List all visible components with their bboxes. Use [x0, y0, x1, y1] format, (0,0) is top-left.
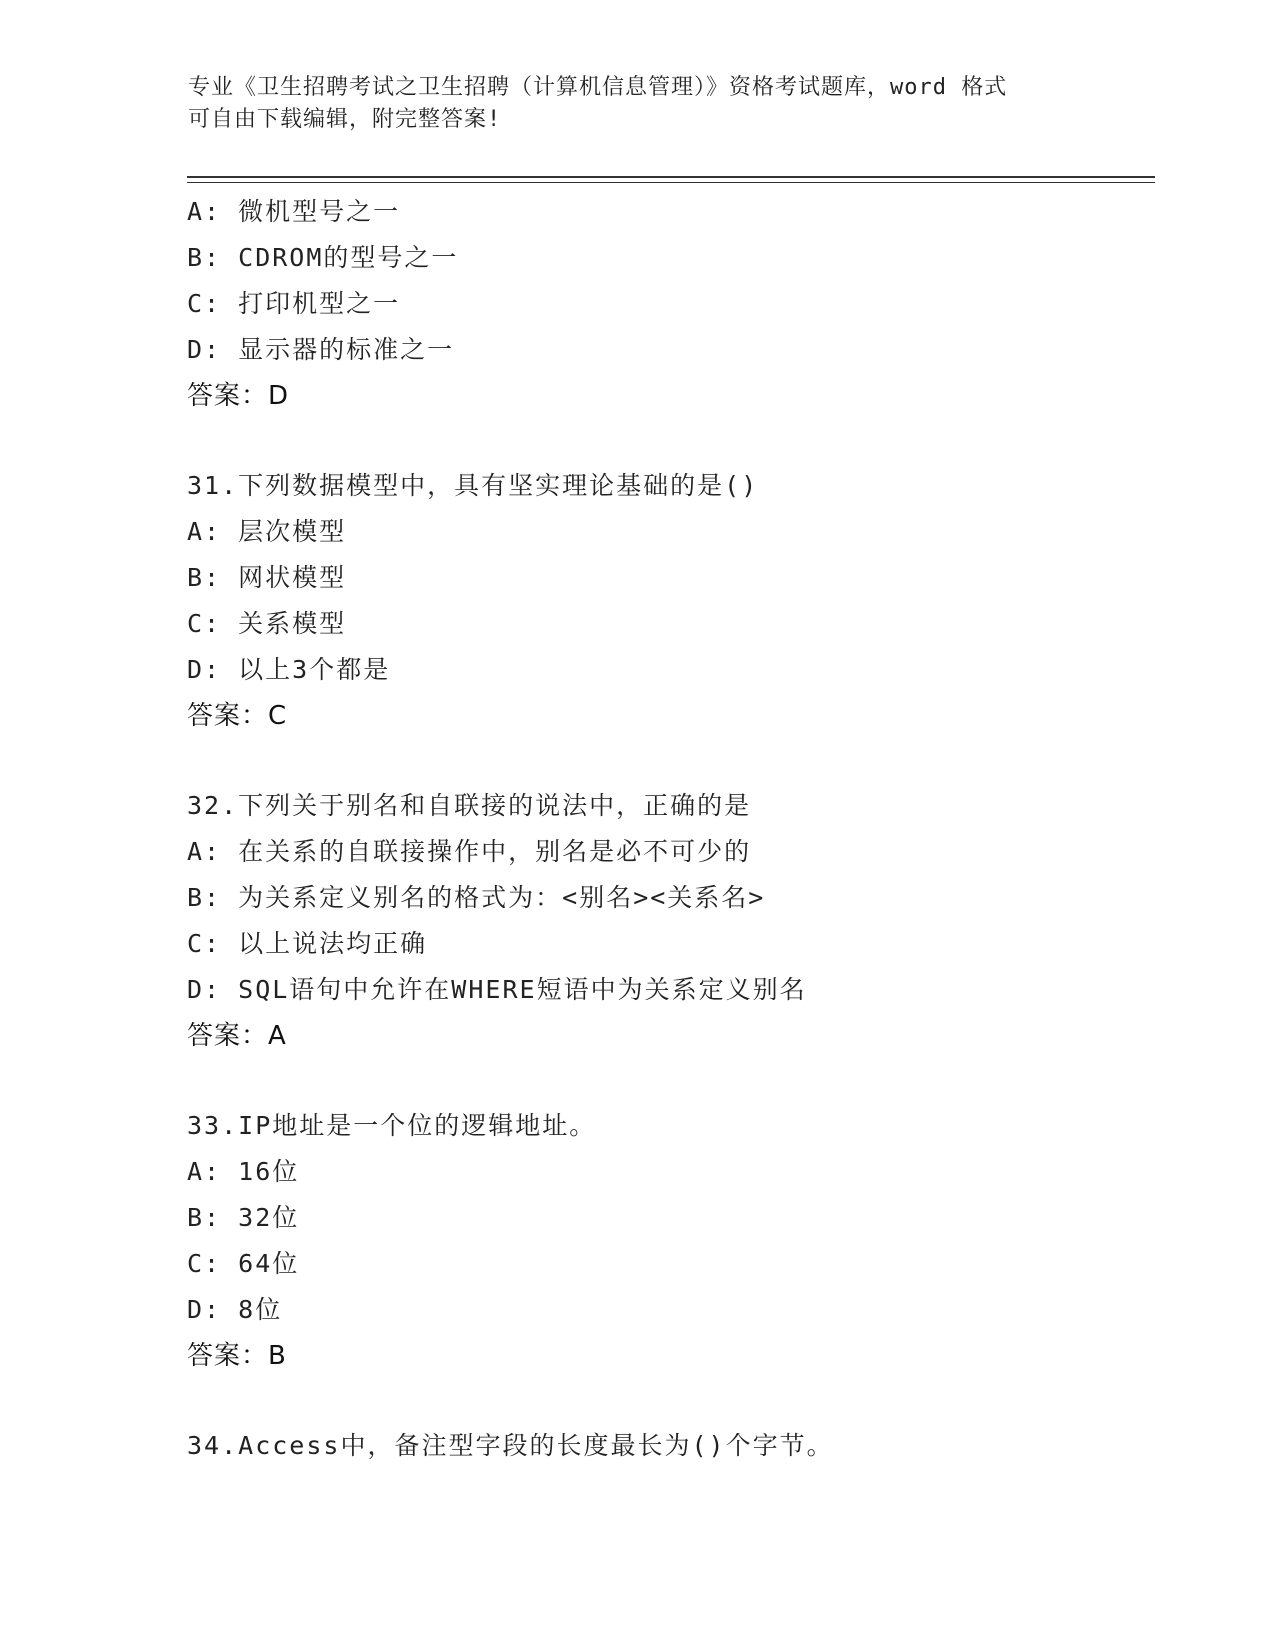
option-c: C: 打印机型之一 — [187, 289, 401, 318]
answer: 答案：D — [187, 381, 290, 411]
option-b: B: 32位 — [187, 1203, 300, 1232]
question-30-tail — [187, 189, 1147, 419]
document-header — [188, 72, 1068, 136]
answer: 答案：B — [187, 1341, 287, 1371]
option-c: C: 以上说法均正确 — [187, 929, 428, 958]
header-line-1: 专业《卫生招聘考试之卫生招聘（计算机信息管理）》资格考试题库，word 格式 — [188, 75, 1008, 100]
question-34 — [187, 1423, 1147, 1469]
header-line-2: 可自由下载编辑，附完整答案! — [188, 107, 502, 132]
option-d: D: 以上3个都是 — [187, 655, 391, 684]
question-31 — [187, 463, 1147, 739]
option-b: B: CDROM的型号之一 — [187, 243, 459, 272]
question-stem: 31.下列数据模型中，具有坚实理论基础的是() — [187, 471, 759, 500]
answer: 答案：C — [187, 701, 288, 731]
option-c: C: 64位 — [187, 1249, 300, 1278]
question-list — [187, 189, 1147, 1469]
option-d: D: SQL语句中允许在WHERE短语中为关系定义别名 — [187, 975, 807, 1004]
header-divider-thin — [187, 182, 1155, 183]
question-32 — [187, 783, 1147, 1059]
option-b: B: 为关系定义别名的格式为：<别名><关系名> — [187, 883, 766, 912]
answer: 答案：A — [187, 1021, 287, 1051]
question-33 — [187, 1103, 1147, 1379]
option-a: A: 层次模型 — [187, 517, 347, 546]
question-stem: 33.IP地址是一个位的逻辑地址。 — [187, 1111, 597, 1140]
header-divider-thick — [187, 176, 1155, 178]
question-stem: 34.Access中，备注型字段的长度最长为()个字节。 — [187, 1431, 834, 1460]
option-a: A: 16位 — [187, 1157, 300, 1186]
option-d: D: 显示器的标准之一 — [187, 335, 455, 364]
option-d: D: 8位 — [187, 1295, 283, 1324]
option-a: A: 微机型号之一 — [187, 197, 401, 226]
option-a: A: 在关系的自联接操作中，别名是必不可少的 — [187, 837, 752, 866]
option-b: B: 网状模型 — [187, 563, 347, 592]
question-stem: 32.下列关于别名和自联接的说法中，正确的是 — [187, 791, 752, 820]
option-c: C: 关系模型 — [187, 609, 347, 638]
